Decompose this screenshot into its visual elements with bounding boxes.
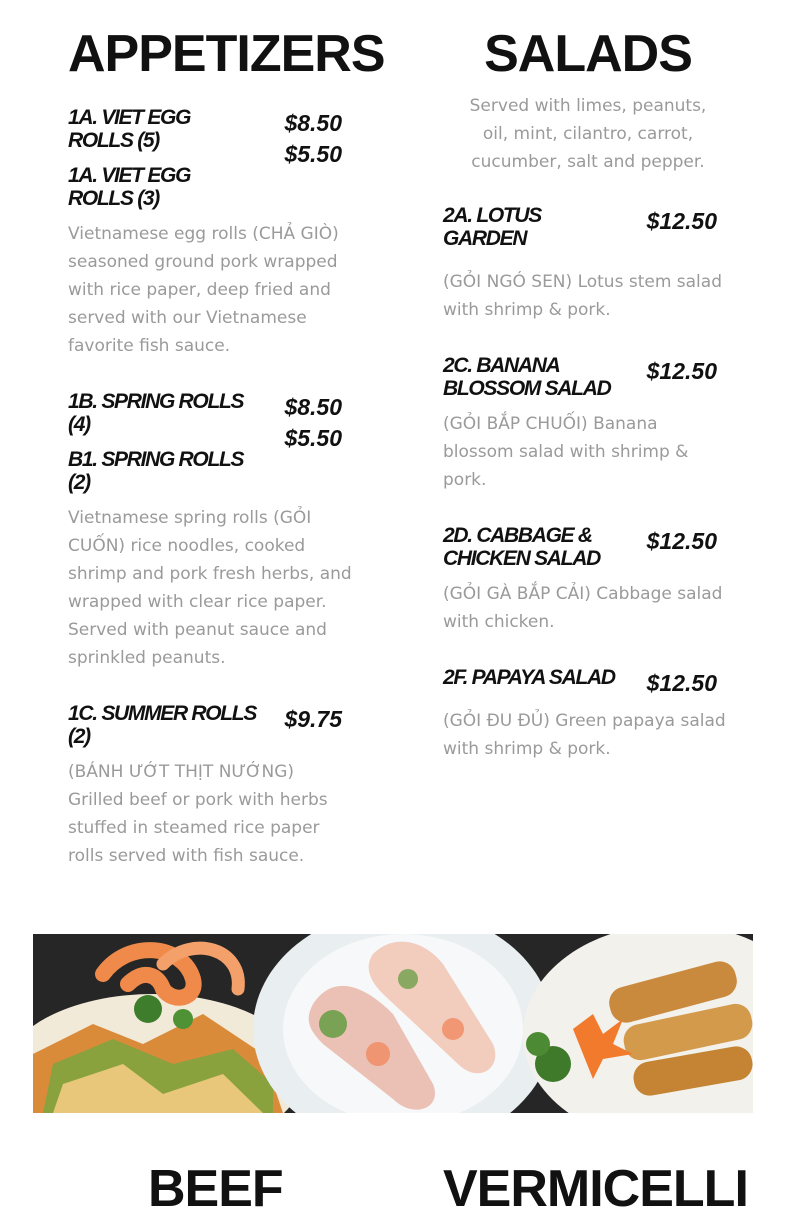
item-name: 1A. VIET EGG ROLLS (5) — [68, 106, 191, 152]
beef-title: BEEF — [148, 1160, 283, 1218]
vermicelli-title: VERMICELLI — [443, 1160, 748, 1218]
item-price: $8.50 — [284, 110, 342, 136]
salads-intro: Served with limes, peanuts, oil, mint, cilantro, carrot, cucumber, salt and pepper. — [469, 96, 707, 172]
item-price: $12.50 — [646, 670, 717, 696]
item-description: (GỎI ĐU ĐỦ) Green papaya salad with shrimp & pork. — [443, 711, 726, 759]
item-price: $9.75 — [284, 706, 342, 732]
item-description: Vietnamese spring rolls (GỎI CUỐN) rice noodles, cooked shrimp and pork fresh herbs, and wrapped with clear rice paper. Served with peanut sauce and sprinkled peanuts. — [68, 508, 352, 668]
menu-item-cabbage-chicken — [443, 524, 733, 636]
menu-item-egg-rolls — [68, 106, 358, 360]
item-price: $5.50 — [284, 425, 342, 451]
item-description: (GỎI NGÓ SEN) Lotus stem salad with shrimp & pork. — [443, 272, 722, 320]
item-name: 2A. LOTUS GARDEN — [443, 204, 541, 250]
menu-item-lotus-garden — [443, 204, 733, 324]
item-price: $8.50 — [284, 394, 342, 420]
item-name: 2D. CABBAGE & CHICKEN SALAD — [443, 524, 600, 570]
item-description: (GỎI GÀ BẮP CẢI) Cabbage salad with chicken. — [443, 584, 723, 632]
menu-item-spring-rolls — [68, 390, 358, 672]
item-price: $12.50 — [646, 528, 717, 554]
menu-item-papaya — [443, 666, 733, 763]
item-name: 1A. VIET EGG ROLLS (3) — [68, 164, 191, 210]
appetizers-column — [68, 0, 385, 870]
item-name: B1. SPRING ROLLS (2) — [68, 448, 244, 494]
food-photo-banner — [33, 934, 753, 1113]
item-description: (GỎI BẮP CHUỐI) Banana blossom salad with shrimp & pork. — [443, 414, 689, 490]
salads-column — [443, 0, 733, 763]
item-description: Vietnamese egg rolls (CHẢ GIÒ) seasoned ground pork wrapped with rice paper, deep fried and served with our Vietnamese favorite fish sauce. — [68, 224, 339, 356]
item-description: (BÁNH ƯỚT THỊT NƯỚNG) Grilled beef or pork with herbs stuffed in steamed rice paper rolls served with fish sauce. — [68, 762, 328, 866]
salads-title: SALADS — [484, 25, 692, 83]
item-price: $5.50 — [284, 141, 342, 167]
item-name: 1B. SPRING ROLLS (4) — [68, 390, 244, 436]
item-price: $12.50 — [646, 208, 717, 234]
item-price: $12.50 — [646, 358, 717, 384]
menu-item-summer-rolls — [68, 702, 358, 870]
item-name: 2C. BANANA BLOSSOM SALAD — [443, 354, 611, 400]
item-name: 1C. SUMMER ROLLS (2) — [68, 702, 257, 748]
menu-item-banana-blossom — [443, 354, 733, 494]
item-name: 2F. PAPAYA SALAD — [443, 666, 615, 689]
spring-roll-plate-icon — [253, 934, 553, 1113]
appetizers-title: APPETIZERS — [68, 25, 385, 83]
